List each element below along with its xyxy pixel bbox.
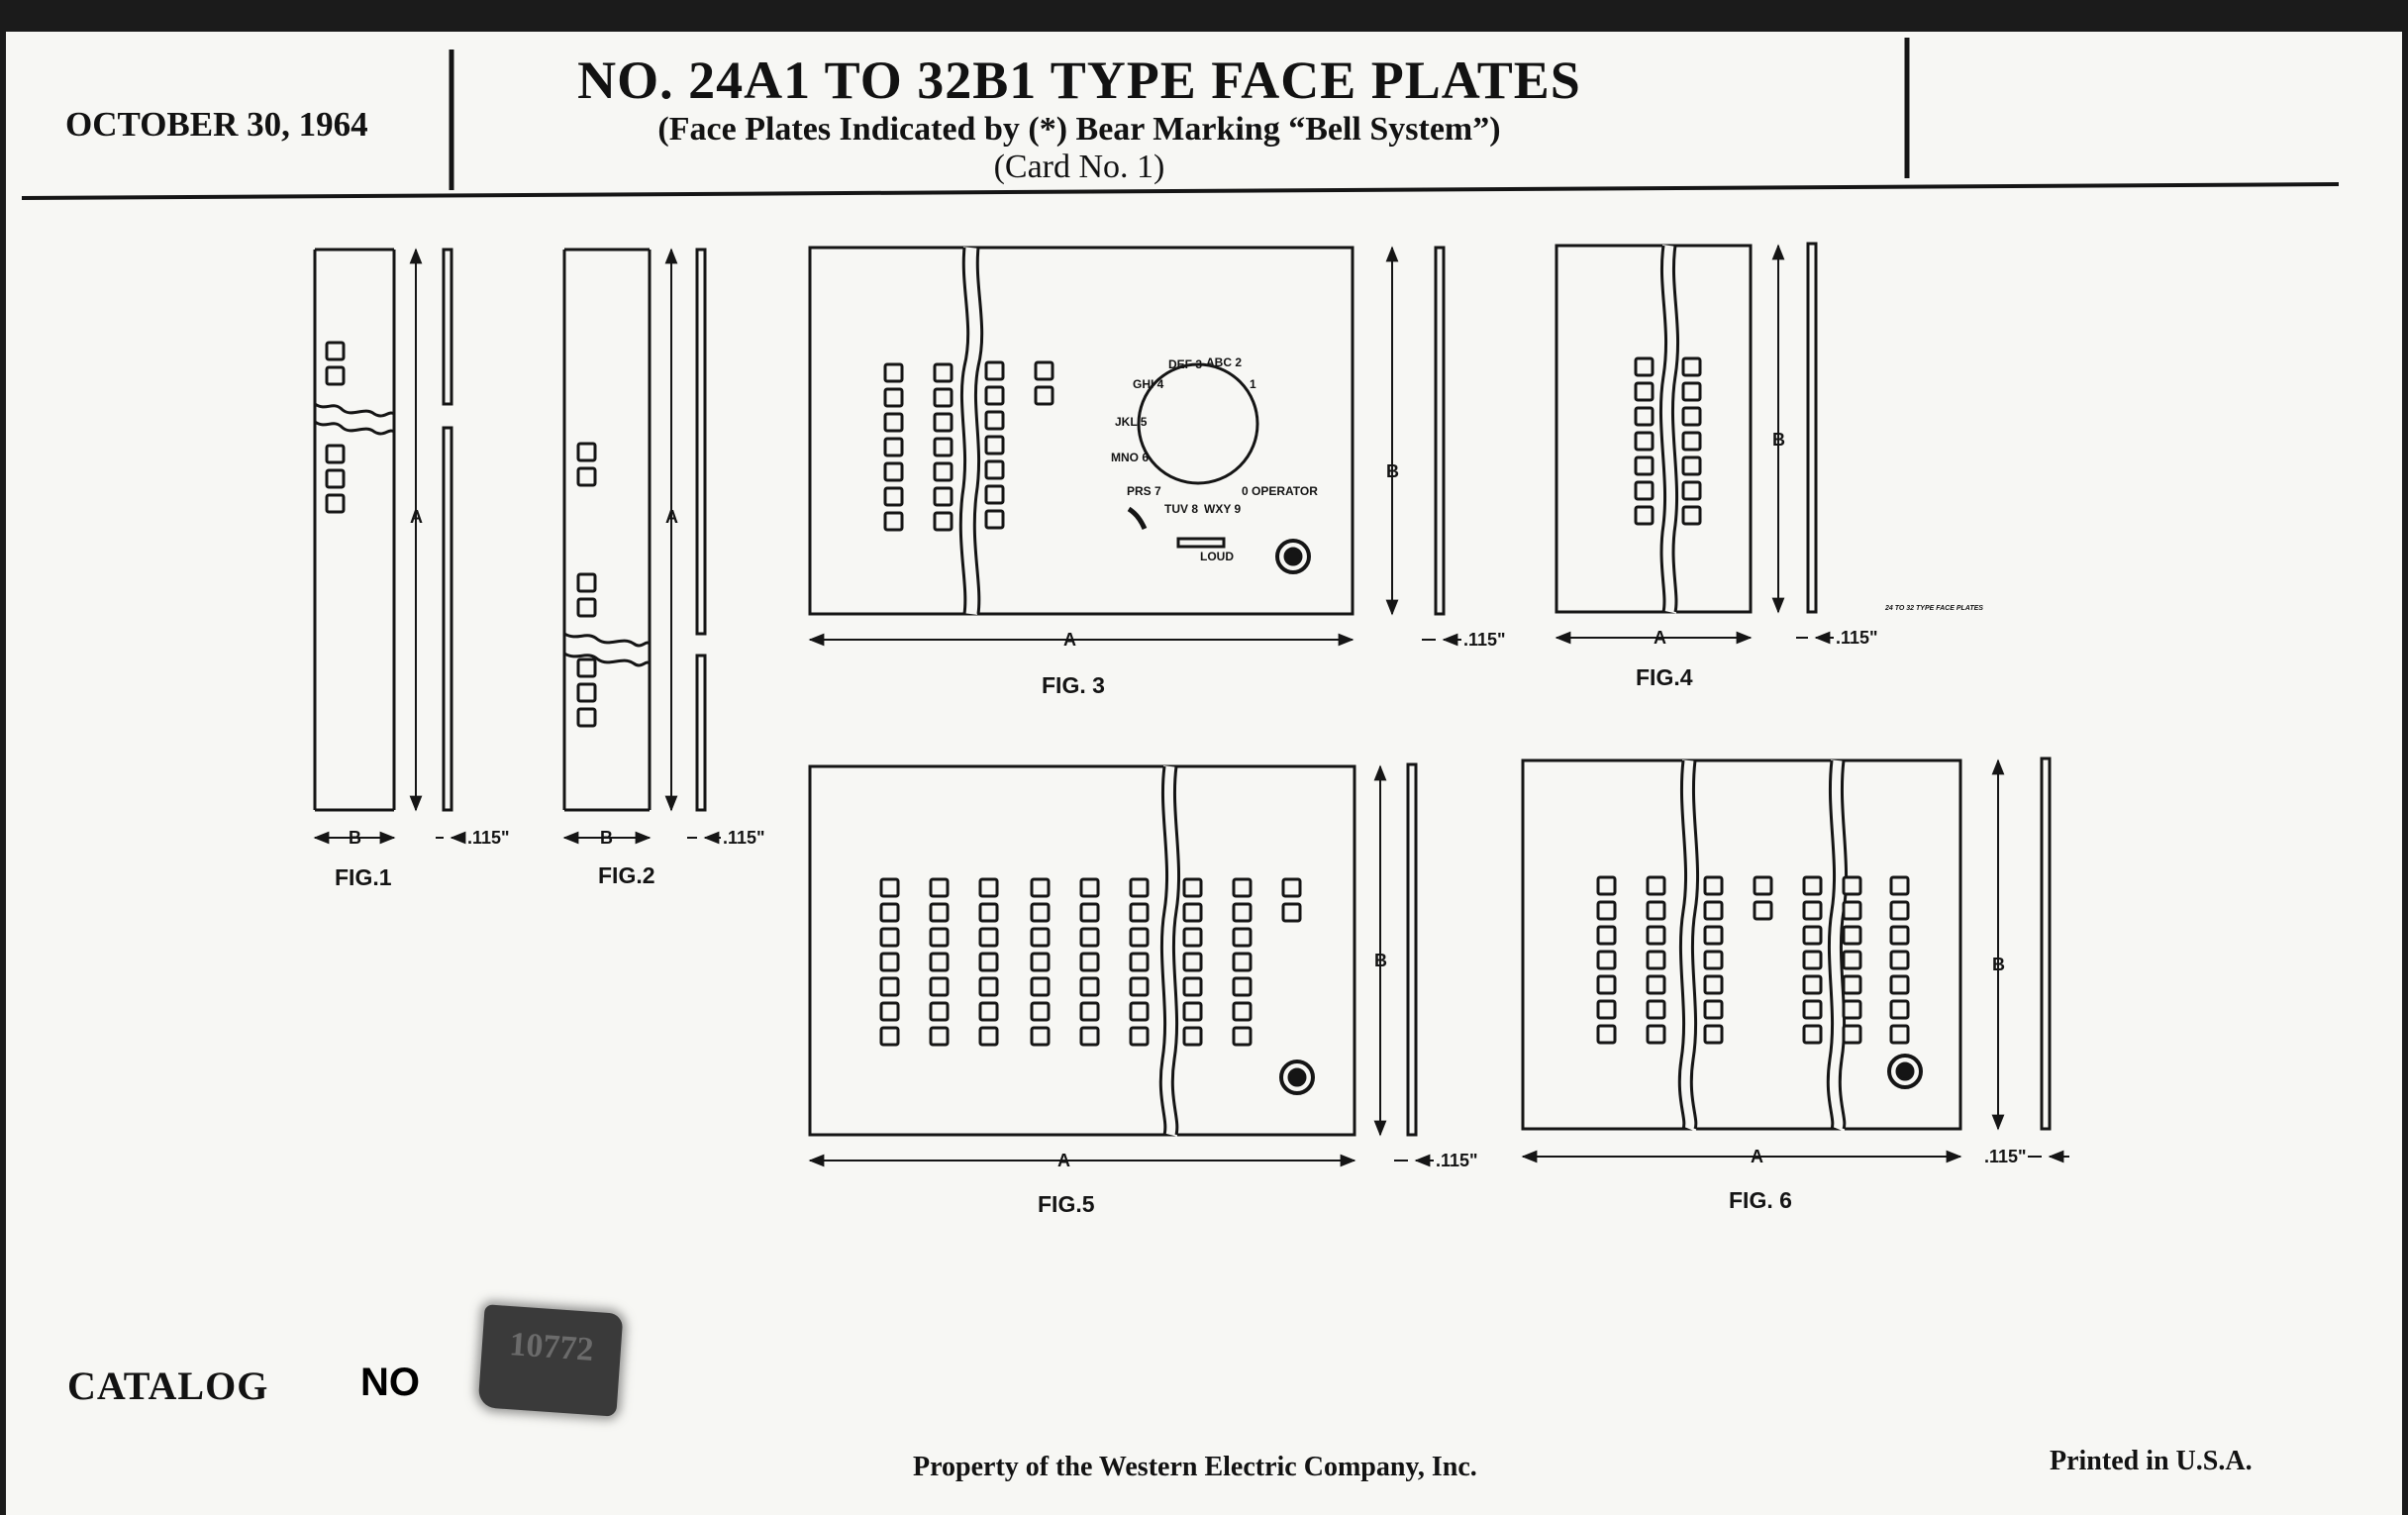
fig2-edge-view xyxy=(697,250,705,810)
button-hole xyxy=(1081,954,1098,970)
dial-label-8: TUV 8 xyxy=(1164,502,1199,516)
fig2-dim-b: B xyxy=(600,828,613,848)
button-hole xyxy=(1891,952,1908,968)
button-hole xyxy=(1683,433,1700,450)
button-hole xyxy=(1283,904,1300,921)
button-hole xyxy=(980,1003,997,1020)
fig2-label: FIG.2 xyxy=(598,862,655,888)
button-hole xyxy=(1184,978,1201,995)
button-hole xyxy=(1683,457,1700,474)
button-hole xyxy=(1705,927,1722,944)
footer-printed: Printed in U.S.A. xyxy=(2050,1446,2253,1476)
button-hole xyxy=(980,879,997,896)
button-hole xyxy=(980,929,997,946)
button-hole xyxy=(1598,927,1615,944)
button-hole xyxy=(1081,1003,1098,1020)
button-hole xyxy=(1844,877,1860,894)
button-hole xyxy=(578,684,595,701)
fig6-thickness: .115" xyxy=(1984,1147,2027,1166)
button-hole xyxy=(885,439,902,455)
fig6-edge-view xyxy=(2042,758,2050,1129)
button-hole xyxy=(935,463,952,480)
button-hole xyxy=(980,978,997,995)
dial-label-3: DEF 3 xyxy=(1168,357,1203,371)
button-hole xyxy=(1036,362,1053,379)
button-hole xyxy=(931,978,948,995)
fig2-thickness: .115" xyxy=(723,828,765,848)
button-hole xyxy=(1036,387,1053,404)
button-hole xyxy=(1032,954,1049,970)
page-subtitle: (Face Plates Indicated by (*) Bear Marking “Bell System”) xyxy=(657,111,1501,148)
button-hole xyxy=(1683,482,1700,499)
button-hole xyxy=(1081,904,1098,921)
header-rule xyxy=(22,184,2339,198)
button-hole xyxy=(1648,902,1664,919)
button-hole xyxy=(1636,408,1653,425)
button-hole xyxy=(578,468,595,485)
button-hole xyxy=(1705,877,1722,894)
button-hole xyxy=(1234,954,1251,970)
button-hole xyxy=(1081,978,1098,995)
button-hole xyxy=(885,463,902,480)
button-hole xyxy=(1131,978,1148,995)
button-hole xyxy=(931,904,948,921)
catalog-label: CATALOG xyxy=(67,1364,269,1408)
button-hole xyxy=(1636,383,1653,400)
button-hole xyxy=(1598,952,1615,968)
button-hole xyxy=(1891,927,1908,944)
dial-label-6: MNO 6 xyxy=(1111,451,1150,464)
fig1-dim-a: A xyxy=(410,507,423,527)
button-hole xyxy=(1648,877,1664,894)
button-hole xyxy=(1683,507,1700,524)
button-hole xyxy=(1636,482,1653,499)
button-hole xyxy=(1844,902,1860,919)
fig2-plate xyxy=(564,250,650,810)
button-hole xyxy=(1705,902,1722,919)
button-hole xyxy=(980,1028,997,1045)
button-hole xyxy=(986,412,1003,429)
button-hole xyxy=(1234,978,1251,995)
footer-property: Property of the Western Electric Company, Inc. xyxy=(913,1452,1477,1482)
fig5-label: FIG.5 xyxy=(1038,1191,1095,1217)
dial-label-0: 0 OPERATOR xyxy=(1242,484,1318,498)
button-hole xyxy=(1131,904,1148,921)
fig1-label: FIG.1 xyxy=(335,864,392,890)
button-hole xyxy=(881,978,898,995)
button-hole xyxy=(1283,879,1300,896)
button-hole xyxy=(327,495,344,512)
button-hole xyxy=(1705,1026,1722,1043)
button-hole xyxy=(1131,879,1148,896)
button-hole xyxy=(885,364,902,381)
button-hole xyxy=(931,929,948,946)
button-hole xyxy=(1598,877,1615,894)
button-hole xyxy=(1804,927,1821,944)
button-hole xyxy=(1032,978,1049,995)
fig3-label: FIG. 3 xyxy=(1042,672,1105,698)
fig4-thickness: .115" xyxy=(1836,628,1878,648)
fig3-dims xyxy=(810,248,1461,640)
button-hole xyxy=(986,387,1003,404)
button-hole xyxy=(931,1028,948,1045)
button-hole xyxy=(1683,358,1700,375)
button-hole xyxy=(1636,507,1653,524)
dial-label-4: GHI 4 xyxy=(1133,377,1164,391)
button-hole xyxy=(980,954,997,970)
page-title: NO. 24A1 TO 32B1 TYPE FACE PLATES xyxy=(577,50,1581,110)
button-hole xyxy=(1636,358,1653,375)
button-hole xyxy=(1131,1003,1148,1020)
fig5-edge-view xyxy=(1408,764,1416,1135)
button-hole xyxy=(327,343,344,359)
fig1-thickness: .115" xyxy=(467,828,510,848)
button-hole xyxy=(1032,1003,1049,1020)
button-hole xyxy=(1648,1001,1664,1018)
button-hole xyxy=(935,513,952,530)
button-hole xyxy=(1648,952,1664,968)
button-hole xyxy=(327,446,344,462)
button-hole xyxy=(1705,976,1722,993)
button-hole xyxy=(1598,976,1615,993)
fig6-dim-a: A xyxy=(1751,1147,1763,1166)
fig4-plate xyxy=(1556,246,1751,612)
button-hole xyxy=(1683,383,1700,400)
button-hole xyxy=(935,439,952,455)
button-hole xyxy=(1648,976,1664,993)
button-hole xyxy=(1032,904,1049,921)
button-hole xyxy=(1844,927,1860,944)
button-hole xyxy=(1755,902,1771,919)
fig1-plate xyxy=(315,250,394,810)
fig5-thickness: .115" xyxy=(1436,1151,1478,1170)
button-hole xyxy=(1804,877,1821,894)
button-hole xyxy=(1648,1026,1664,1043)
button-hole xyxy=(1683,408,1700,425)
button-hole xyxy=(986,461,1003,478)
button-hole xyxy=(881,1003,898,1020)
button-hole xyxy=(1636,457,1653,474)
dial-loud-label: LOUD xyxy=(1200,550,1234,563)
fig3-edge-view xyxy=(1436,248,1444,614)
button-hole xyxy=(885,488,902,505)
button-hole xyxy=(1032,929,1049,946)
fig6-dim-b: B xyxy=(1992,955,2005,974)
button-hole xyxy=(1081,929,1098,946)
button-hole xyxy=(1598,1001,1615,1018)
button-hole xyxy=(1234,1028,1251,1045)
dial-label-2: ABC 2 xyxy=(1206,355,1243,369)
button-hole xyxy=(935,364,952,381)
fig5-dim-b: B xyxy=(1374,951,1387,970)
button-hole xyxy=(1891,976,1908,993)
button-hole xyxy=(1844,976,1860,993)
button-hole xyxy=(1234,1003,1251,1020)
fig4-label: FIG.4 xyxy=(1636,664,1693,690)
dial-label-1: 1 xyxy=(1250,377,1256,391)
button-hole xyxy=(578,574,595,591)
dial-label-7: PRS 7 xyxy=(1127,484,1161,498)
button-hole xyxy=(1184,879,1201,896)
fig5-plate xyxy=(810,766,1354,1135)
button-hole xyxy=(935,488,952,505)
button-hole xyxy=(935,414,952,431)
button-hole xyxy=(1891,902,1908,919)
catalog-no-label: NO xyxy=(360,1361,420,1404)
button-hole xyxy=(1234,904,1251,921)
button-hole xyxy=(1705,1001,1722,1018)
button-hole xyxy=(1804,976,1821,993)
button-hole xyxy=(1648,927,1664,944)
button-hole xyxy=(1234,929,1251,946)
button-hole xyxy=(1184,904,1201,921)
button-hole xyxy=(881,1028,898,1045)
button-hole xyxy=(1032,1028,1049,1045)
button-hole xyxy=(1081,879,1098,896)
button-hole xyxy=(986,486,1003,503)
fig1-dim-b: B xyxy=(349,828,361,848)
button-hole xyxy=(881,879,898,896)
fig4-note: 24 TO 32 TYPE FACE PLATES xyxy=(1885,605,1983,612)
button-hole xyxy=(1891,877,1908,894)
button-hole xyxy=(327,367,344,384)
button-hole xyxy=(1844,952,1860,968)
button-hole xyxy=(931,954,948,970)
button-hole xyxy=(1636,433,1653,450)
button-hole xyxy=(1804,1001,1821,1018)
fig5-dims xyxy=(810,766,1434,1161)
button-hole xyxy=(1184,1028,1201,1045)
button-hole xyxy=(327,470,344,487)
button-hole xyxy=(986,437,1003,454)
button-hole xyxy=(980,904,997,921)
button-hole xyxy=(1598,1026,1615,1043)
button-hole xyxy=(935,389,952,406)
button-hole xyxy=(1081,1028,1098,1045)
dial-label-9: WXY 9 xyxy=(1204,502,1242,516)
button-hole xyxy=(885,414,902,431)
button-hole xyxy=(881,954,898,970)
button-hole xyxy=(1032,879,1049,896)
fig4-dim-b: B xyxy=(1772,430,1785,450)
fig3-thickness: .115" xyxy=(1463,630,1506,650)
stamp-text: 10772 xyxy=(508,1326,595,1368)
button-hole xyxy=(578,659,595,676)
button-hole xyxy=(1755,877,1771,894)
dial-labels xyxy=(1111,355,1318,563)
button-hole xyxy=(1804,902,1821,919)
fig3-dim-a: A xyxy=(1063,630,1076,650)
button-hole xyxy=(881,904,898,921)
button-hole xyxy=(1131,1028,1148,1045)
button-hole xyxy=(1844,1001,1860,1018)
button-hole xyxy=(1891,1001,1908,1018)
button-hole xyxy=(1184,954,1201,970)
button-hole xyxy=(931,879,948,896)
dial-label-5: JKL 5 xyxy=(1115,415,1148,429)
button-hole xyxy=(578,444,595,460)
button-hole xyxy=(1891,1026,1908,1043)
button-hole xyxy=(578,709,595,726)
button-hole xyxy=(1705,952,1722,968)
button-hole xyxy=(1598,902,1615,919)
fig1-edge-view xyxy=(444,250,452,810)
button-hole xyxy=(931,1003,948,1020)
button-hole xyxy=(885,389,902,406)
card-number: (Card No. 1) xyxy=(993,149,1165,185)
button-hole xyxy=(1184,929,1201,946)
button-hole xyxy=(1184,1003,1201,1020)
button-hole xyxy=(1844,1026,1860,1043)
button-hole xyxy=(578,599,595,616)
fig5-dim-a: A xyxy=(1057,1151,1070,1170)
fig6-label: FIG. 6 xyxy=(1729,1187,1792,1213)
fig4-dim-a: A xyxy=(1654,628,1666,648)
button-hole xyxy=(1131,954,1148,970)
button-hole xyxy=(1234,879,1251,896)
fig2-dim-a: A xyxy=(665,507,678,527)
button-hole xyxy=(885,513,902,530)
button-hole xyxy=(1804,952,1821,968)
button-hole xyxy=(881,929,898,946)
button-hole xyxy=(1804,1026,1821,1043)
fig4-edge-view xyxy=(1808,244,1816,612)
button-hole xyxy=(986,362,1003,379)
fig3-dim-b: B xyxy=(1386,461,1399,481)
button-hole xyxy=(986,511,1003,528)
card-date: OCTOBER 30, 1964 xyxy=(65,105,368,144)
catalog-number-stamp xyxy=(478,1304,624,1417)
button-hole xyxy=(1131,929,1148,946)
